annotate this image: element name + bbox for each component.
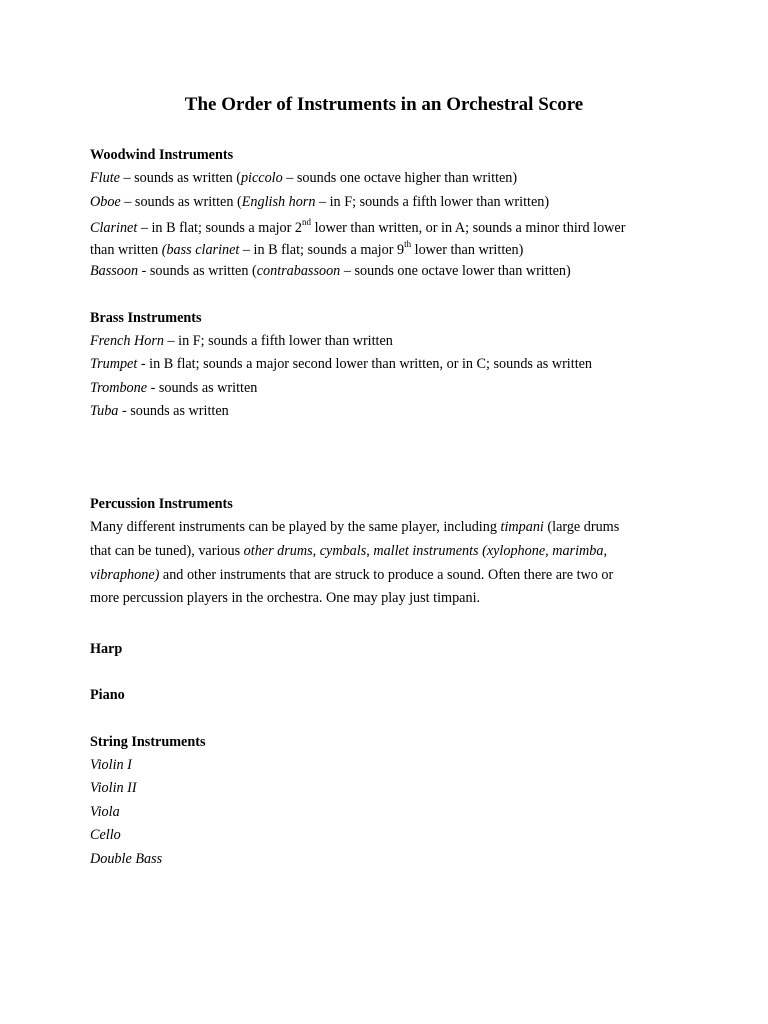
flute-text-2: – sounds one octave higher than written) xyxy=(282,170,518,186)
trombone-line xyxy=(90,379,690,397)
trumpet-text: - in B flat; sounds a major second lower than written, or in C; sounds as written xyxy=(137,356,593,372)
woodwind-heading: Woodwind Instruments xyxy=(90,147,234,163)
oboe-line xyxy=(90,193,690,211)
string-item-double-bass: Double Bass xyxy=(90,851,163,867)
contrabassoon-name: contrabassoon xyxy=(256,263,341,279)
percussion-line-4: more percussion players in the orchestra. One may play just timpani. xyxy=(90,590,481,606)
trumpet-line xyxy=(90,355,690,373)
percussion-comma-1: , xyxy=(312,543,320,559)
bassoon-line xyxy=(90,262,690,280)
flute-name: Flute xyxy=(90,170,120,186)
clarinet-line-1 xyxy=(90,219,690,237)
trombone-text: - sounds as written xyxy=(147,380,258,396)
strings-heading: String Instruments xyxy=(90,734,206,750)
clarinet-name: Clarinet xyxy=(90,220,138,236)
string-item-violin-2: Violin II xyxy=(90,780,137,796)
marimba-term: marimba xyxy=(552,543,604,559)
clarinet-sup-2: th xyxy=(404,239,412,250)
french-horn-text: – in F; sounds a fifth lower than written xyxy=(163,333,393,349)
percussion-comma-3: , xyxy=(545,543,553,559)
vibraphone-term: vibraphone) xyxy=(90,567,160,583)
document-title: The Order of Instruments in an Orchestral Score xyxy=(184,94,584,115)
flute-line xyxy=(90,169,690,187)
clarinet-line-2 xyxy=(90,241,690,259)
string-item-violin-1: Violin I xyxy=(90,757,132,773)
flute-text-1: – sounds as written ( xyxy=(119,170,241,186)
clarinet-text-1: – in B flat; sounds a major 2 xyxy=(137,220,303,236)
clarinet-sup-1: nd xyxy=(302,217,312,228)
percussion-text-1b: (large drums xyxy=(543,519,620,535)
french-horn-name: French Horn xyxy=(90,333,164,349)
piano-heading: Piano xyxy=(90,687,125,703)
trumpet-name: Trumpet xyxy=(90,356,138,372)
percussion-heading: Percussion Instruments xyxy=(90,496,233,512)
oboe-name: Oboe xyxy=(90,194,121,210)
clarinet-line2-a: than written xyxy=(90,242,162,258)
bassoon-name: Bassoon xyxy=(90,263,139,279)
clarinet-text-2: lower than written, or in A; sounds a minor third lower xyxy=(311,220,626,236)
bass-clarinet-name: (bass clarinet xyxy=(161,242,240,258)
cymbals-term: cymbals xyxy=(319,543,367,559)
trombone-name: Trombone xyxy=(90,380,148,396)
tuba-line xyxy=(90,402,690,420)
bassoon-text-2: – sounds one octave lower than written) xyxy=(340,263,571,279)
other-drums-term: other drums xyxy=(243,543,313,559)
timpani-term: timpani xyxy=(500,519,544,535)
tuba-name: Tuba xyxy=(90,403,119,419)
harp-heading: Harp xyxy=(90,641,123,657)
oboe-text-2: – in F; sounds a fifth lower than written) xyxy=(315,194,550,210)
percussion-comma-2: , xyxy=(366,543,374,559)
percussion-line-1 xyxy=(90,518,690,536)
percussion-line-3 xyxy=(90,566,690,584)
french-horn-line xyxy=(90,332,690,350)
percussion-line-2 xyxy=(90,542,690,560)
string-item-cello: Cello xyxy=(90,827,121,843)
string-item-viola: Viola xyxy=(90,804,120,820)
mallet-instruments-term: mallet instruments (xylophone xyxy=(373,543,546,559)
bassoon-text-1: - sounds as written ( xyxy=(138,263,257,279)
percussion-text-2a: that can be tuned), various xyxy=(90,543,244,559)
percussion-comma-4: , xyxy=(603,543,608,559)
tuba-text: - sounds as written xyxy=(118,403,229,419)
oboe-text-1: – sounds as written ( xyxy=(120,194,242,210)
percussion-text-1a: Many different instruments can be played by the same player, including xyxy=(90,519,501,535)
piccolo-name: piccolo xyxy=(240,170,283,186)
clarinet-line2-b: – in B flat; sounds a major 9 xyxy=(239,242,405,258)
clarinet-line2-c: lower than written) xyxy=(411,242,524,258)
percussion-text-3: and other instruments that are struck to produce a sound. Often there are two or xyxy=(159,567,614,583)
brass-heading: Brass Instruments xyxy=(90,310,202,326)
english-horn-name: English horn xyxy=(241,194,316,210)
